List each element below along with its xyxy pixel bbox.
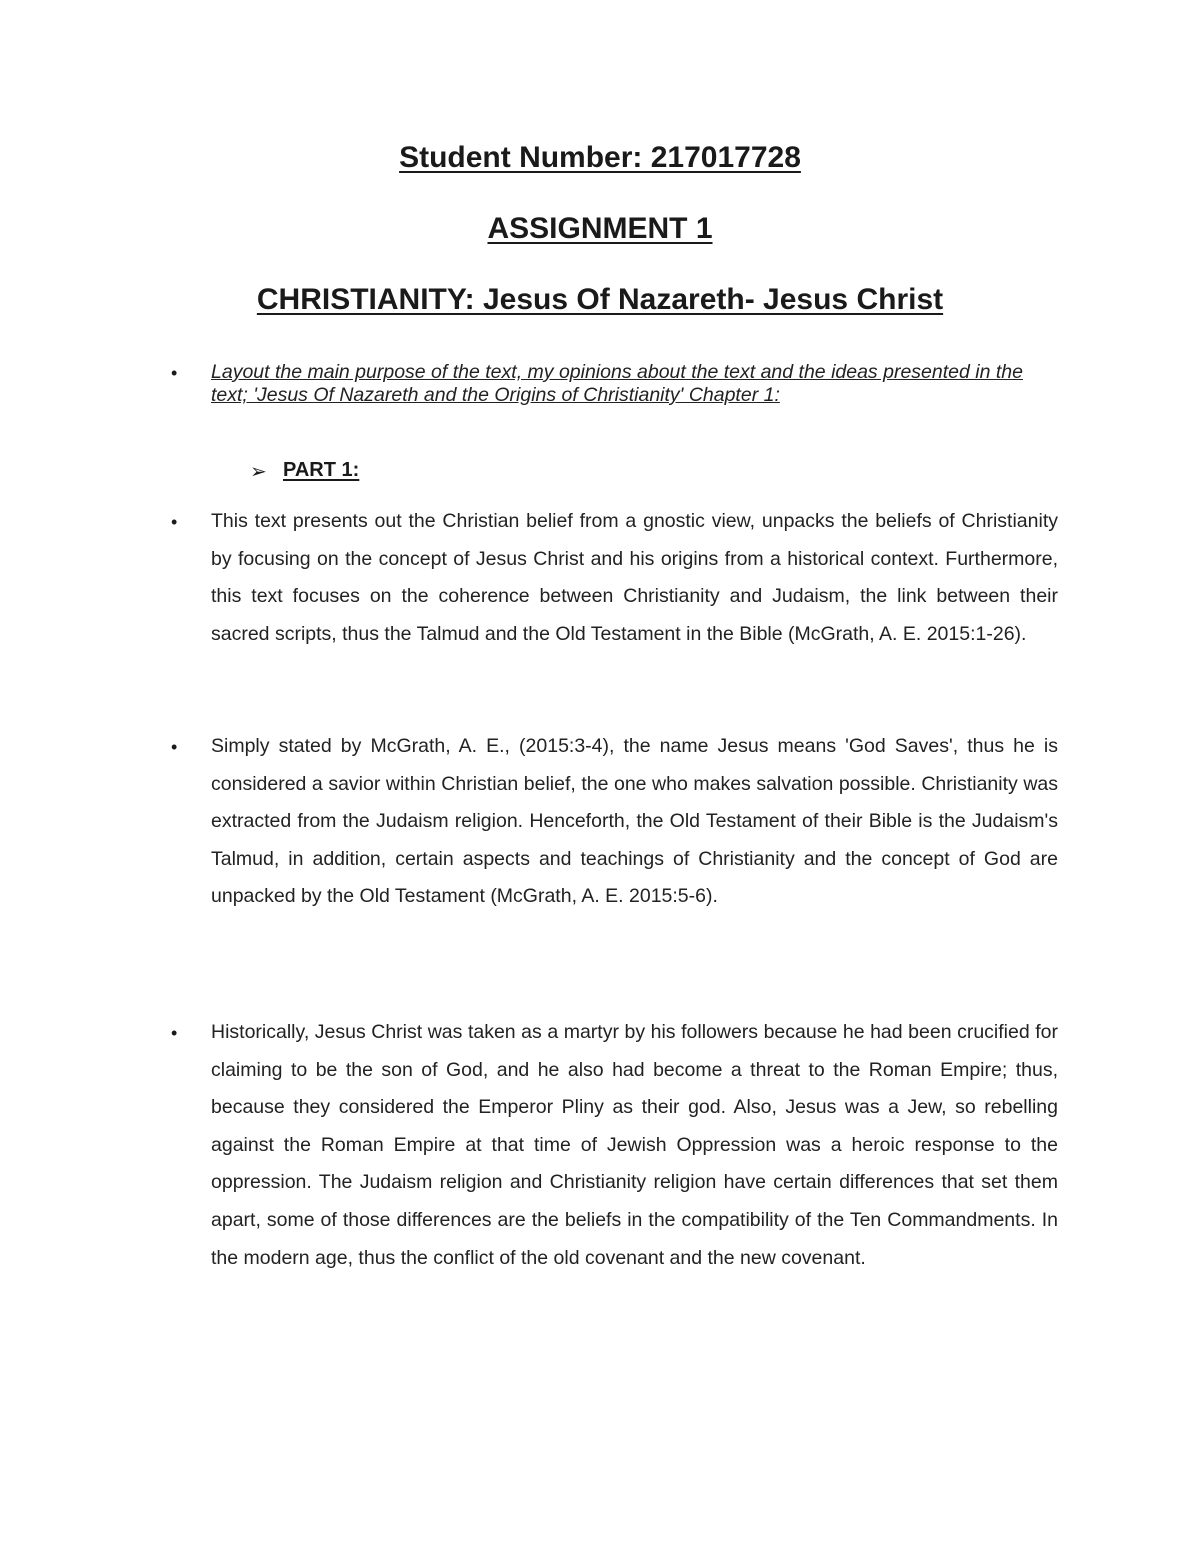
bullet-icon: • bbox=[171, 512, 178, 532]
bullet-icon: • bbox=[171, 1023, 178, 1043]
part-heading: PART 1: bbox=[283, 459, 360, 481]
student-number-heading: Student Number: 217017728 bbox=[399, 141, 801, 174]
bullet-icon: • bbox=[171, 363, 178, 383]
paragraph: This text presents out the Christian belief from a gnostic view, unpacks the beliefs of Christianity by focusing on the concept of Jesus Christ and his origins from a historical context. Furthermore, this text focuses on the coherence between Christianity and Judaism, the link between their sacred scripts, thus the Talmud and the Old Testament in the Bible (McGrath, A. E. 2015:1-26). bbox=[211, 510, 1058, 645]
arrow-bullet-icon: ➢ bbox=[250, 461, 267, 483]
topic-heading: CHRISTIANITY: Jesus Of Nazareth- Jesus Christ bbox=[256, 283, 944, 316]
paragraph: Simply stated by McGrath, A. E., (2015:3-4), the name Jesus means 'God Saves', thus he is considered a savior within Christian belief, the one who makes salvation possible. Christianity was extracted from the Judaism religion. Henceforth, the Old Testament of their Bible is the Judaism's Talmud, in addition, certain aspects and teachings of Christianity and the concept of God are unpacked by the Old Testament (McGrath, A. E. 2015:5-6). bbox=[211, 735, 1058, 908]
purpose-instruction: Layout the main purpose of the text, my opinions about the text and the ideas presented in the text; 'Jesus Of Nazareth and the Origins of Christianity' Chapter 1: bbox=[211, 361, 1023, 406]
assignment-heading: ASSIGNMENT 1 bbox=[487, 212, 713, 245]
bullet-icon: • bbox=[171, 737, 178, 757]
paragraph: Historically, Jesus Christ was taken as a martyr by his followers because he had been crucified for claiming to be the son of God, and he also had become a threat to the Roman Empire; thus, because they considered the Emperor Pliny as their god. Also, Jesus was a Jew, so rebelling against the Roman Empire at that time of Jewish Oppression was a heroic response to the oppression. The Judaism religion and Christianity religion have certain differences that set them apart, some of those differences are the beliefs in the compatibility of the Ten Commandments. In the modern age, thus the conflict of the old covenant and the new covenant. bbox=[211, 1021, 1058, 1269]
